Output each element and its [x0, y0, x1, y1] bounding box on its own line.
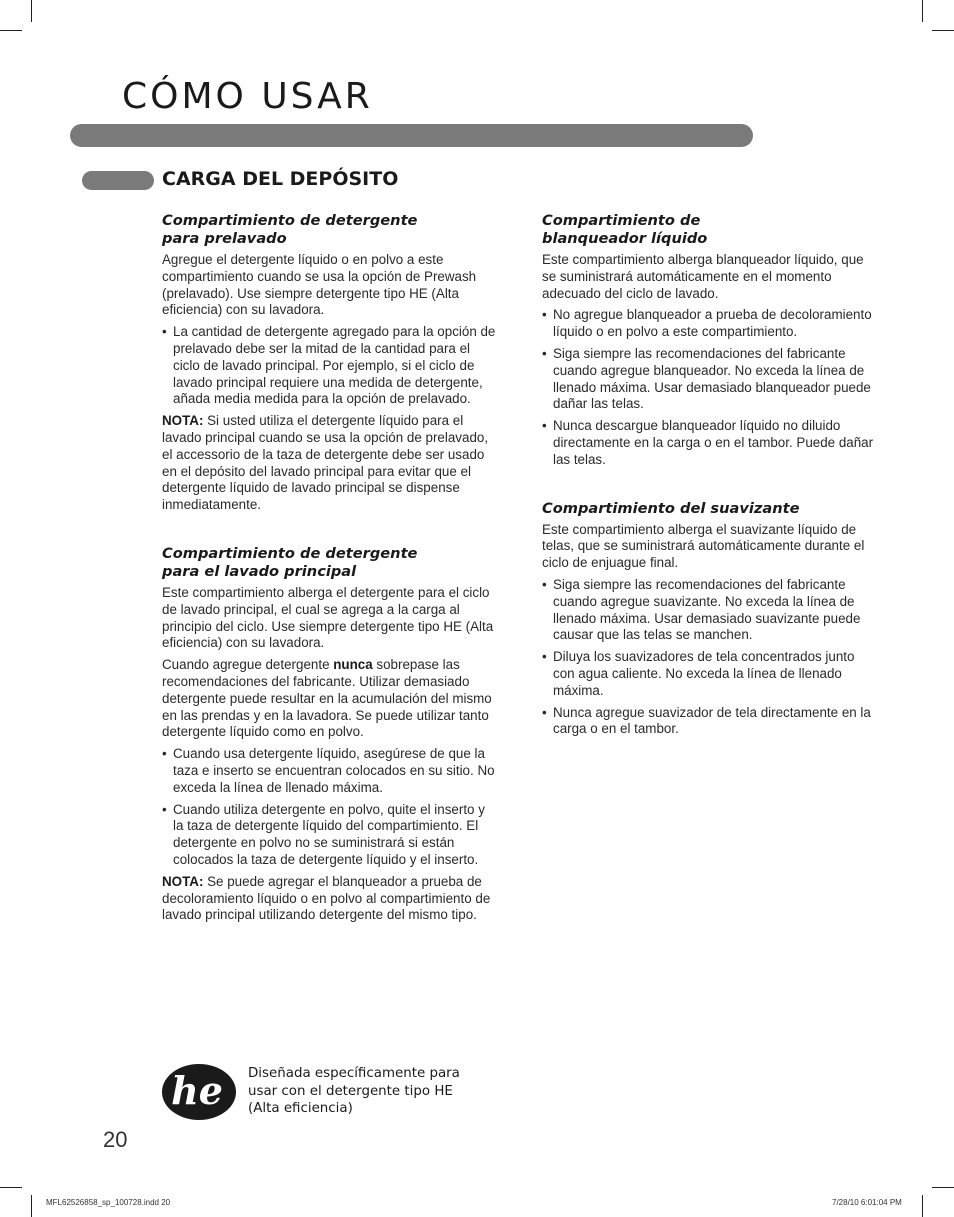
softener-bullets	[542, 577, 877, 738]
bleach-heading: Compartimiento de blanqueador líquido	[542, 212, 708, 247]
header-bar	[70, 124, 753, 147]
softener-intro: Este compartimiento alberga el suavizante líquido de telas, que se suministrará automáticamente durante el ciclo de enjuague final.	[542, 521, 865, 571]
list-item: • Nunca agregue suavizador de tela directamente en la carga o en el tambor.	[542, 705, 877, 739]
note-label: NOTA:	[162, 413, 204, 429]
crop-mark	[932, 30, 954, 31]
section-pill	[82, 171, 154, 190]
text-span: sobrepase las recomendaciones del fabricante. Utilizar demasiado detergente puede resultar en la acumulación del mismo en las prendas y en la lavadora. Se puede utilizar tanto detergente líquido como en polvo.	[162, 657, 492, 740]
footer-timestamp: 7/28/10 6:01:04 PM	[832, 1198, 902, 1207]
prewash-bullets	[162, 324, 497, 408]
left-column	[162, 212, 497, 929]
list-item: • Nunca descargue blanqueador líquido no diluido directamente en la carga o en el tambor. Puede dañar las telas.	[542, 418, 877, 468]
list-item: • La cantidad de detergente agregado para la opción de prelavado debe ser la mitad de la cantidad para el ciclo de lavado principal. Por ejemplo, si el ciclo de lavado principal requiere una medida de detergente, añada media medida para la opción de prelavado.	[162, 324, 497, 408]
crop-mark	[932, 1187, 954, 1188]
emphasis: nunca	[333, 657, 373, 673]
main-wash-intro: Este compartimiento alberga el detergente para el ciclo de lavado principal, el cual se agrega a la carga al principio del ciclo. Use siempre detergente tipo HE (Alta eficiencia) con su lavadora.	[162, 584, 494, 651]
main-wash-bullets	[162, 746, 497, 869]
page-number: 20	[103, 1127, 128, 1152]
crop-mark	[922, 0, 923, 22]
he-logo-icon	[161, 1063, 237, 1121]
prewash-note	[162, 413, 497, 514]
list-item: • No agregue blanqueador a prueba de decoloramiento líquido o en polvo a este compartimiento.	[542, 307, 877, 341]
main-wash-note	[162, 874, 497, 924]
list-item: • Siga siempre las recomendaciones del fabricante cuando agregue blanqueador. No exceda la línea de llenado máxima. Usar demasiado blanqueador puede dañar las telas.	[542, 346, 877, 413]
main-wash-paragraph	[162, 657, 497, 741]
main-wash-heading: Compartimiento de detergente para el lavado principal	[162, 544, 418, 580]
prewash-intro: Agregue el detergente líquido o en polvo a este compartimiento cuando se usa la opción de Prewash (prelavado). Use siempre detergente tipo HE (Alta eficiencia) con su lavadora.	[162, 252, 477, 318]
he-logo-text: he	[171, 1068, 223, 1113]
list-item: • Cuando usa detergente líquido, asegúrese de que la taza e inserto se encuentran colocados en su sitio. No exceda la línea de llenado máxima.	[162, 746, 497, 796]
text-span: Cuando agregue detergente	[162, 657, 334, 673]
crop-mark	[0, 1187, 22, 1188]
bleach-intro: Este compartimiento alberga blanqueador líquido, que se suministrará automáticamente en el momento adecuado del ciclo de lavado.	[542, 252, 864, 301]
footer-file-info: MFL62526858_sp_100728.indd 20	[46, 1198, 171, 1207]
prewash-heading: Compartimiento de detergente para prelavado	[162, 212, 418, 247]
bleach-bullets	[542, 307, 877, 468]
note-label: NOTA:	[162, 873, 204, 889]
list-item: • Siga siempre las recomendaciones del fabricante cuando agregue suavizante. No exceda la línea de llenado máxima. Usar demasiado suavizante puede causar que las telas se manchen.	[542, 577, 877, 644]
softener-heading: Compartimiento del suavizante	[542, 499, 800, 517]
crop-mark	[31, 0, 32, 22]
crop-mark	[31, 1195, 32, 1217]
section-title: CARGA DEL DEPÓSITO	[162, 168, 399, 190]
page-title: CÓMO USAR	[122, 76, 373, 117]
note-text: Se puede agregar el blanqueador a prueba de decoloramiento líquido o en polvo al compartimiento de lavado principal utilizando detergente del mismo tipo.	[162, 873, 491, 923]
list-item: • Diluya los suavizadores de tela concentrados junto con agua caliente. No exceda la línea de llenado máxima.	[542, 649, 877, 699]
crop-mark	[0, 30, 22, 31]
right-column	[542, 212, 877, 743]
crop-mark	[922, 1195, 923, 1217]
note-text: Si usted utiliza el detergente líquido para el lavado principal cuando se usa la opción de prelavado, el accessorio de la taza de detergente debe ser usado en el depósito del lavado principal para evitar que el detergente líquido de lavado principal se dispense inmediatamente.	[162, 413, 489, 513]
list-item: • Cuando utiliza detergente en polvo, quite el inserto y la taza de detergente líquido del compartimiento. El detergente en polvo no se suministrará si están colocados la taza de detergente líquido y el inserto.	[162, 802, 497, 869]
he-badge-text: Diseñada específicamente para usar con el detergente tipo HE (Alta eficiencia)	[248, 1066, 460, 1116]
